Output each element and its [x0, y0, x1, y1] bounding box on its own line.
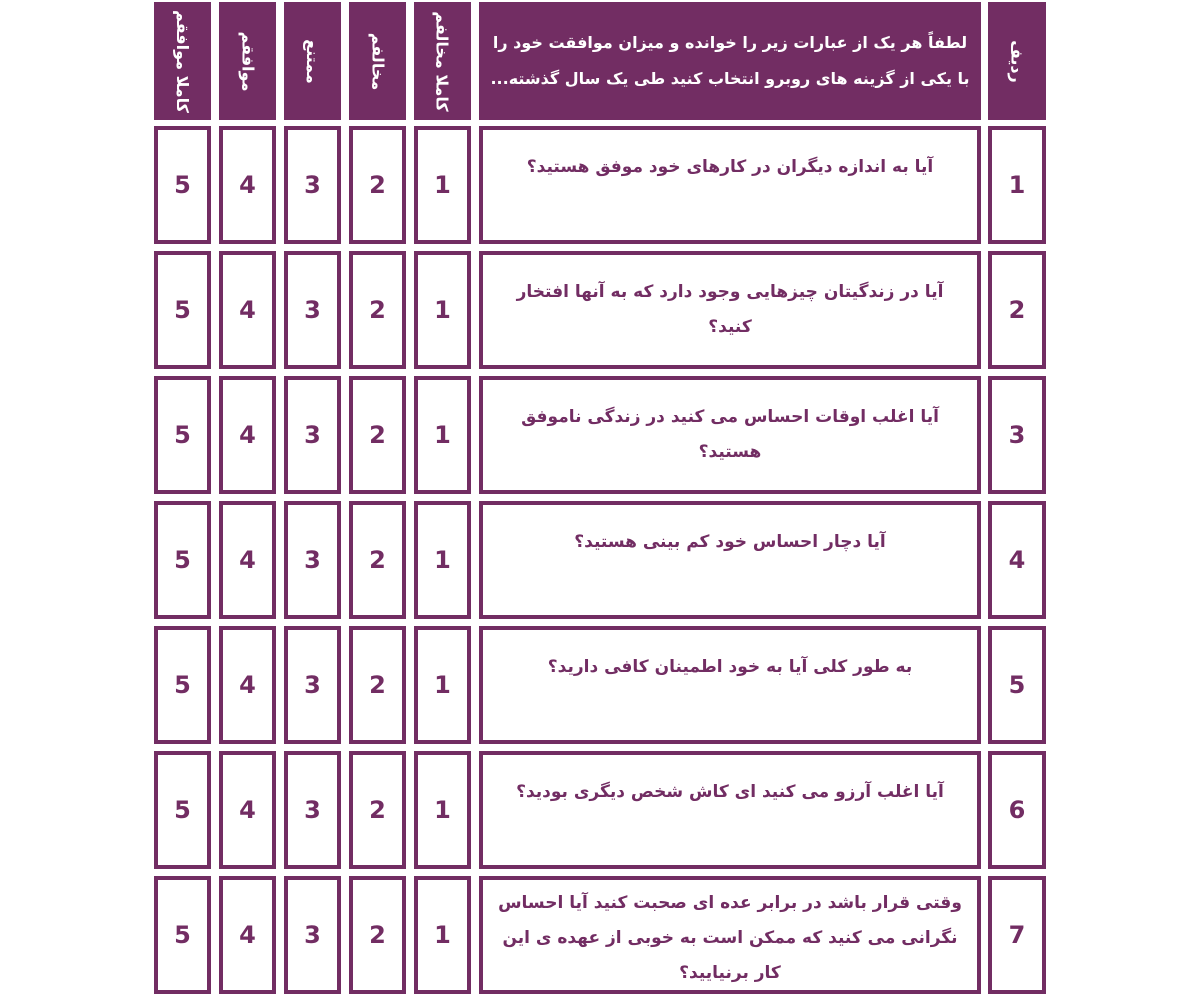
score-option-4[interactable]: 4: [219, 626, 276, 744]
question-text: آیا اغلب آرزو می کنید ای کاش شخص دیگری بودید؟: [479, 751, 981, 869]
header-instruction: [479, 2, 981, 120]
header-option-label: کاملا مخالفم: [433, 10, 453, 112]
score-option-1[interactable]: 1: [414, 626, 471, 744]
row-number: 1: [988, 126, 1046, 244]
score-option-2[interactable]: 2: [349, 126, 406, 244]
header-instruction-text: لطفاً هر یک از عبارات زیر را خوانده و میزان موافقت خود را با یکی از گزینه های روبرو انتخاب کنید طی یک سال گذشته...: [490, 33, 970, 88]
row-number: 7: [988, 876, 1046, 994]
score-option-2[interactable]: 2: [349, 501, 406, 619]
score-option-3[interactable]: 3: [284, 251, 341, 369]
score-option-4[interactable]: 4: [219, 126, 276, 244]
score-option-2[interactable]: 2: [349, 876, 406, 994]
score-option-3[interactable]: 3: [284, 126, 341, 244]
question-text: وقتی قرار باشد در برابر عده ای صحبت کنید آیا احساس نگرانی می کنید که ممکن است به خوبی از عهده ی این کار برنیایید؟: [479, 876, 981, 994]
row-number: 2: [988, 251, 1046, 369]
header-option-5: [154, 2, 211, 120]
score-option-2[interactable]: 2: [349, 251, 406, 369]
header-option-label: موافقم: [238, 31, 257, 91]
row-number: 3: [988, 376, 1046, 494]
question-text: آیا در زندگیتان چیزهایی وجود دارد که به آنها افتخار کنید؟: [479, 251, 981, 369]
score-option-5[interactable]: 5: [154, 876, 211, 994]
score-option-4[interactable]: 4: [219, 251, 276, 369]
score-option-3[interactable]: 3: [284, 751, 341, 869]
score-option-5[interactable]: 5: [154, 626, 211, 744]
header-option-label: کاملا موافقم: [173, 9, 192, 113]
question-text: آیا اغلب اوقات احساس می کنید در زندگی ناموفق هستید؟: [479, 376, 981, 494]
score-option-1[interactable]: 1: [414, 126, 471, 244]
header-option-1: [414, 2, 471, 120]
header-option-label: مخالفم: [368, 32, 388, 90]
question-text: به طور کلی آیا به خود اطمینان کافی دارید؟: [479, 626, 981, 744]
score-option-1[interactable]: 1: [414, 876, 471, 994]
score-option-2[interactable]: 2: [349, 751, 406, 869]
score-option-3[interactable]: 3: [284, 376, 341, 494]
header-option-label: ممتنع: [303, 38, 322, 84]
score-option-3[interactable]: 3: [284, 501, 341, 619]
row-number: 6: [988, 751, 1046, 869]
score-option-5[interactable]: 5: [154, 501, 211, 619]
score-option-4[interactable]: 4: [219, 876, 276, 994]
header-option-4: [219, 2, 276, 120]
row-number: 4: [988, 501, 1046, 619]
header-row-label: [988, 2, 1046, 120]
score-option-2[interactable]: 2: [349, 376, 406, 494]
question-text: آیا دچار احساس خود کم بینی هستید؟: [479, 501, 981, 619]
score-option-1[interactable]: 1: [414, 251, 471, 369]
question-text: آیا به اندازه دیگران در کارهای خود موفق هستید؟: [479, 126, 981, 244]
score-option-4[interactable]: 4: [219, 501, 276, 619]
score-option-1[interactable]: 1: [414, 751, 471, 869]
header-option-3: [284, 2, 341, 120]
row-number: 5: [988, 626, 1046, 744]
score-option-5[interactable]: 5: [154, 251, 211, 369]
score-option-5[interactable]: 5: [154, 376, 211, 494]
score-option-3[interactable]: 3: [284, 876, 341, 994]
score-option-5[interactable]: 5: [154, 751, 211, 869]
score-option-2[interactable]: 2: [349, 626, 406, 744]
score-option-1[interactable]: 1: [414, 501, 471, 619]
score-option-4[interactable]: 4: [219, 751, 276, 869]
score-option-4[interactable]: 4: [219, 376, 276, 494]
score-option-1[interactable]: 1: [414, 376, 471, 494]
header-row-label-text: ردیف: [1007, 39, 1027, 83]
score-option-5[interactable]: 5: [154, 126, 211, 244]
score-option-3[interactable]: 3: [284, 626, 341, 744]
header-option-2: [349, 2, 406, 120]
